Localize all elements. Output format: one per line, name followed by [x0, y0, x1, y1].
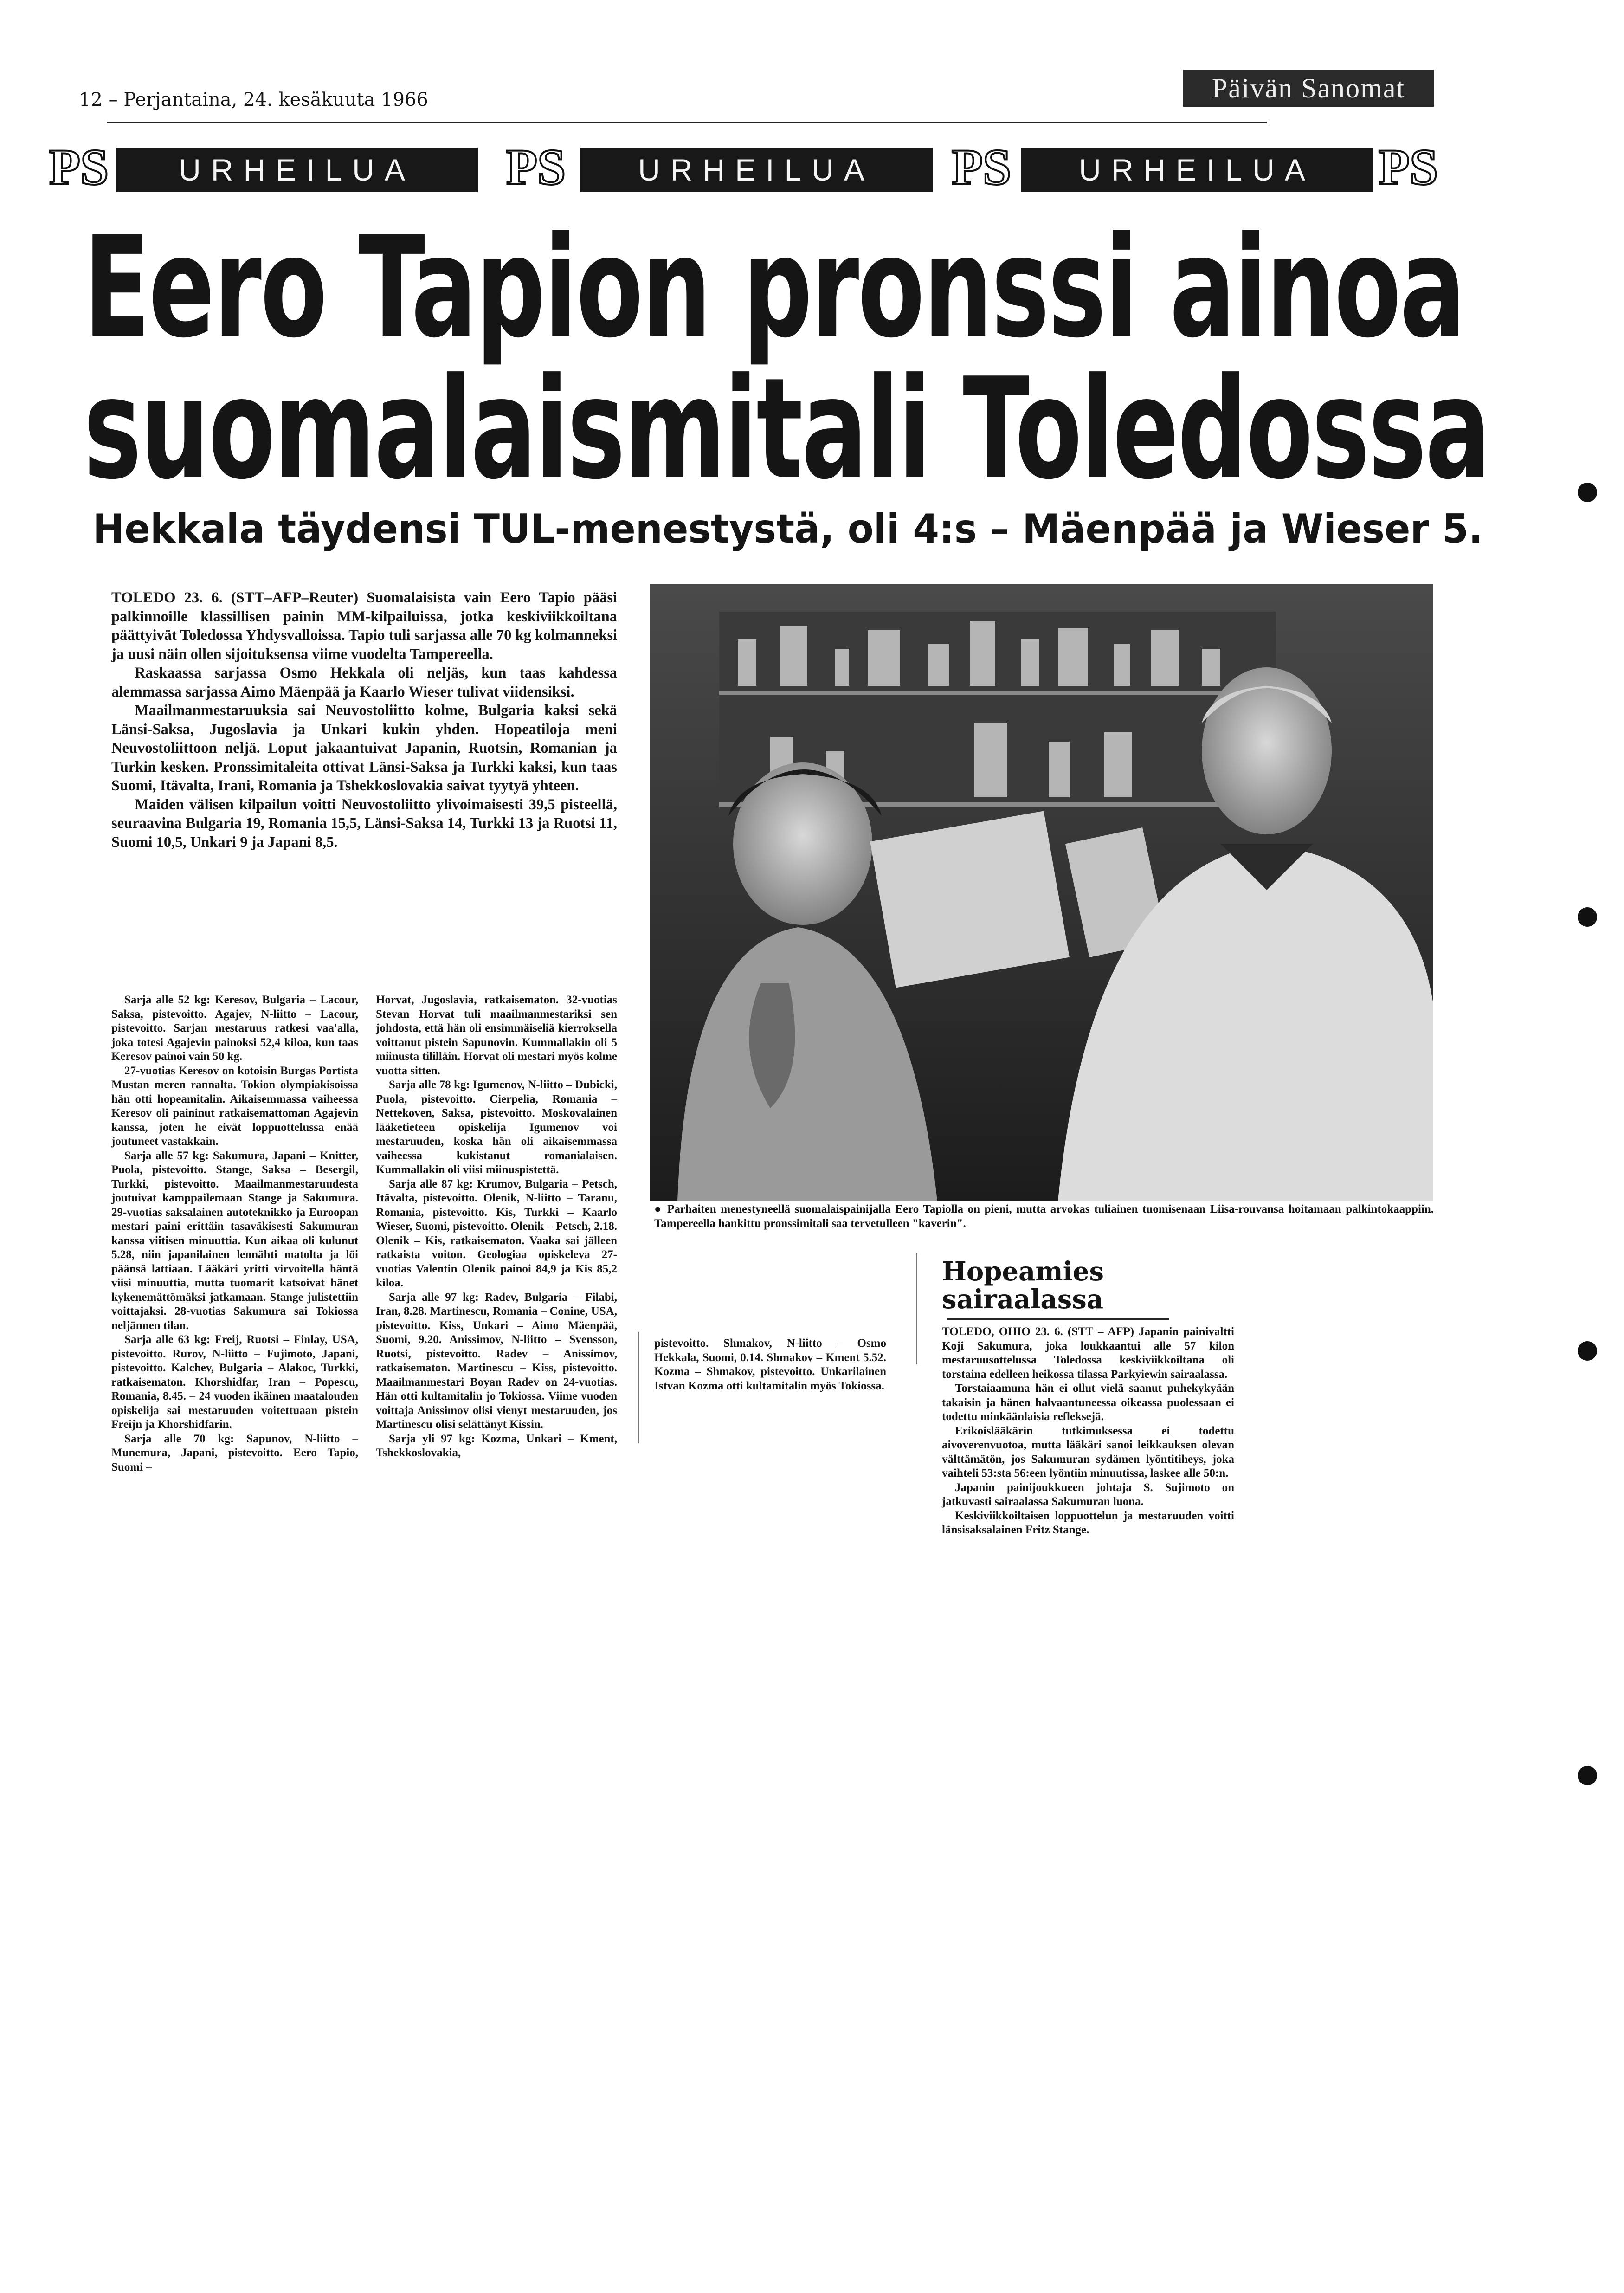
punch-hole	[1578, 1341, 1597, 1361]
sidebar-paragraph: Japanin painijoukkueen johtaja S. Sujimoto on jatkuvasti sairaalassa Sakumuran luona.	[942, 1481, 1234, 1508]
newspaper-nameplate: Päivän Sanomat	[1183, 70, 1434, 107]
results-paragraph: Sarja alle 52 kg: Keresov, Bulgaria – Lacour, Saksa, pistevoitto. Agajev, N-liitto – Lacour, pistevoitto. Sarjan mestaruus ratkesi vaa'alla, joka totesi Agajevin painoksi 52,4 kiloa, kun taas Keresov painoi vain 50 kg.	[111, 994, 358, 1063]
results-paragraph: Sarja alle 78 kg: Igumenov, N-liitto – Dubicki, Puola, pistevoitto. Cierpelia, Romania – Nettekoven, Saksa, pistevoitto. Moskovalainen lääketieteen opiskelija Igumenov voi mestaruuden, koska hän oli aikaisemmassa vaiheessa kukistanut romanialaisen. Kummallakin oli viisi miinuspistettä.	[376, 1079, 617, 1176]
sidebar-paragraph: Torstaiaamuna hän ei ollut vielä saanut puhekykyään takaisin ja hänen halvaantuneessa oikeassa puolessaan ei todettu minkäänlaisia refleksejä.	[942, 1382, 1234, 1423]
section-label: URHEILUA	[580, 148, 933, 192]
lead-paragraph: Maiden välisen kilpailun voitti Neuvostoliitto ylivoimaisesti 39,5 pisteellä, seuraavina Bulgaria 19, Romania 15,5, Länsi-Saksa 14, Turkki 13 ja Ruotsi 11, Suomi 10,5, Unkari 9 ja Japani 8,5.	[111, 796, 617, 851]
lead-text	[111, 588, 617, 852]
results-paragraph: Sarja alle 97 kg: Radev, Bulgaria – Filabi, Iran, 8.28. Martinescu, Romania – Conine, USA, pistevoitto. Kiss, Unkari – Aimo Mäenpää, Suomi, 9.20. Anissimov, N-liitto – Svensson, Ruotsi, pistevoitto. Radev – Anissimov, ratkaisematon. Martinescu – Kiss, pistevoitto. Maailmanmestari Boyan Radev on 24-vuotias. Hän otti kultamitalin jo Tokiossa. Viime vuoden voittaja Anissimov olisi vienyt mestaruuden, jos Martinescu olisi selättänyt Kissin.	[376, 1291, 617, 1431]
results-column-c	[654, 1337, 886, 1393]
results-paragraph: Sarja alle 57 kg: Sakumura, Japani – Knitter, Puola, pistevoitto. Stange, Saksa – Besergil, Turkki, pistevoitto. Maailmanmestaruudesta joutuivat kamppailemaan Stange ja Sakumura. 29-vuotias saksalainen autoteknikko ja Euroopan mestari paini erittäin tasaväkisesti Sakumuran kanssa viitisen minuuttia. Kun aikaa oli kulunut 5.28, niin japanilainen lennähti matolta ja löi päänsä lattiaan. Lääkäri yritti virvoitella häntä viisi minuuttia, mutta tuomarit katsoivat hänet kykenemättömäksi jatkamaan. Stange julistettiin voittajaksi. 28-vuotias Sakumura sai Tokiossa neljännen tilan.	[111, 1149, 358, 1332]
folio-rule	[107, 122, 1267, 123]
results-column-b	[376, 993, 617, 1460]
headline-line-1: Eero Tapion pronssi ainoa	[84, 207, 1464, 368]
results-paragraph: Sarja yli 97 kg: Kozma, Unkari – Kment, Tshekkoslovakia,	[376, 1432, 617, 1459]
results-paragraph: pistevoitto. Shmakov, N-liitto – Osmo Hekkala, Suomi, 0.14. Shmakov – Kment 5.52. Kozma – Shmakov, pistevoitto. Unkarilainen Istvan Kozma otti kultamitalin myös Tokiossa.	[654, 1337, 886, 1392]
results-paragraph: 27-vuotias Keresov on kotoisin Burgas Portista Mustan meren rannalta. Tokion olympiakisoissa hän otti hopeamitalin. Aikaisemmassa vaiheessa Keresov oli paininut ratkaisemattoman Agajevin kanssa, joten he eivät loppuottelussa enää joutuneet vastakkain.	[111, 1064, 358, 1148]
page-folio: 12 – Perjantaina, 24. kesäkuuta 1966	[79, 89, 428, 110]
results-column-a	[111, 993, 358, 1474]
sidebar-paragraph: Erikoislääkärin tutkimuksessa ei todettu aivoverenvuotoa, mutta lääkäri sanoi leikkauksen olevan välttämätön, jos Sakumuran sydämen lyöntitiheys, joka vaihteli 53:sta 56:een lyöntiin minuutissa, laskee alle 50:n.	[942, 1424, 1234, 1479]
sidebar-story	[942, 1325, 1234, 1537]
results-paragraph: Sarja alle 63 kg: Freij, Ruotsi – Finlay, USA, pistevoitto. Rurov, N-liitto – Fujimoto, Japani, pistevoitto. Kalchev, Bulgaria – Alakoc, Turkki, ratkaisematon. Khorshidfar, Iran – Popescu, Romania, 8.45. – 24 vuoden ikäinen maatalouden opiskelija sai mestaruuden voitettuaan pistein Freijn ja Khorshidfarin.	[111, 1333, 358, 1431]
punch-hole	[1578, 907, 1597, 927]
lead-paragraph: Maailmanmestaruuksia sai Neuvostoliitto kolme, Bulgaria kaksi sekä Länsi-Saksa, Jugoslavia ja Unkari kukin yhden. Hopeatiloja meni Neuvostoliittoon neljä. Loput jakaantuivat Japanin, Ruotsin, Romanian ja Turkin kesken. Pronssimitaleita ottivat Länsi-Saksa ja Turkki kaksi, kun taas Suomi, Itävalta, Irani, Romania ja Tshekkoslovakia saivat tyytyä yhteen.	[111, 702, 617, 794]
results-paragraph: Horvat, Jugoslavia, ratkaisematon. 32-vuotias Stevan Horvat tuli maailmanmestariksi sen johdosta, että hän oli ensimmäiseliä kierroksella voittanut pistein Sapunovin. Kummallakin oli 5 miinusta tililläin. Horvat oli mestari myös kolme vuotta sitten.	[376, 994, 617, 1077]
column-divider	[916, 1253, 917, 1364]
photo-eero-tapio-and-wife	[650, 584, 1433, 1201]
photo-caption: ● Parhaiten menestyneellä suomalaispainijalla Eero Tapiolla on pieni, mutta arvokas tuliainen tuomisenaan Liisa-rouvansa hoitamaan palkintokaappiin. Tampereella hankittu pronssimitali saa tervetulleen "kaverin".	[654, 1203, 1434, 1230]
section-label: URHEILUA	[116, 148, 478, 192]
ps-logo: PS	[506, 139, 566, 195]
punch-hole	[1578, 483, 1597, 502]
masthead	[79, 70, 1434, 125]
sidebar-paragraph: Keskiviikkoiltaisen loppuottelun ja mestaruuden voitti länsisaksalainen Fritz Stange.	[942, 1509, 1234, 1536]
punch-hole	[1578, 1766, 1597, 1785]
ps-logo: PS	[951, 139, 1012, 195]
results-paragraph: Sarja alle 70 kg: Sapunov, N-liitto – Munemura, Japani, pistevoitto. Eero Tapio, Suomi –	[111, 1432, 358, 1473]
sidebar-paragraph: TOLEDO, OHIO 23. 6. (STT – AFP) Japanin painivaltti Koji Sakumura, joka loukkaantui alle 57 kilon mestaruusottelussa Toledossa keskiviikkoiltana oli torstaina edelleen heikossa tilassa Parkyiewin sairaalassa.	[942, 1325, 1234, 1381]
photo-image	[650, 584, 1433, 1201]
section-label: URHEILUA	[1021, 148, 1373, 192]
sidebar-headline: Hopeamies sairaalassa	[942, 1256, 1104, 1315]
headline-line-2: suomalaismitali Toledossa	[84, 348, 1490, 510]
ps-logo: PS	[49, 139, 109, 195]
lead-paragraph: Raskaassa sarjassa Osmo Hekkala oli neljäs, kun taas kahdessa alemmassa sarjassa Aimo Mäenpää ja Kaarlo Wieser tulivat viidensiksi.	[111, 665, 617, 700]
ps-logo: PS	[1378, 139, 1438, 195]
column-divider	[638, 1332, 639, 1443]
lead-paragraph: TOLEDO 23. 6. (STT–AFP–Reuter) Suomalaisista vain Eero Tapio pääsi palkinnoille klassillisen painin MM-kilpailuissa, jotka keskiviikkoiltana päättyivät Toledossa Yhdysvalloissa. Tapio tuli sarjassa alle 70 kg kolmanneksi ja uusi näin ollen sijoituksensa viime vuodelta Tampereella.	[111, 589, 617, 663]
sidebar-rule	[947, 1318, 1169, 1320]
results-paragraph: Sarja alle 87 kg: Krumov, Bulgaria – Petsch, Itävalta, pistevoitto. Olenik, N-liitto – Taranu, Romania, pistevoitto. Kis, Turkki – Kaarlo Wieser, Suomi, pistevoitto. Olenik – Petsch, 2.18. Olenik – Kis, ratkaisematon. Vaaka sai jälleen ratkaista voiton. Geologiaa opiskeleva 27-vuotias Valentin Olenik painoi 84,9 ja Kis 85,2 kiloa.	[376, 1177, 617, 1289]
subheadline: Hekkala täydensi TUL-menestystä, oli 4:s – Mäenpää ja Wieser 5.	[93, 506, 1483, 552]
